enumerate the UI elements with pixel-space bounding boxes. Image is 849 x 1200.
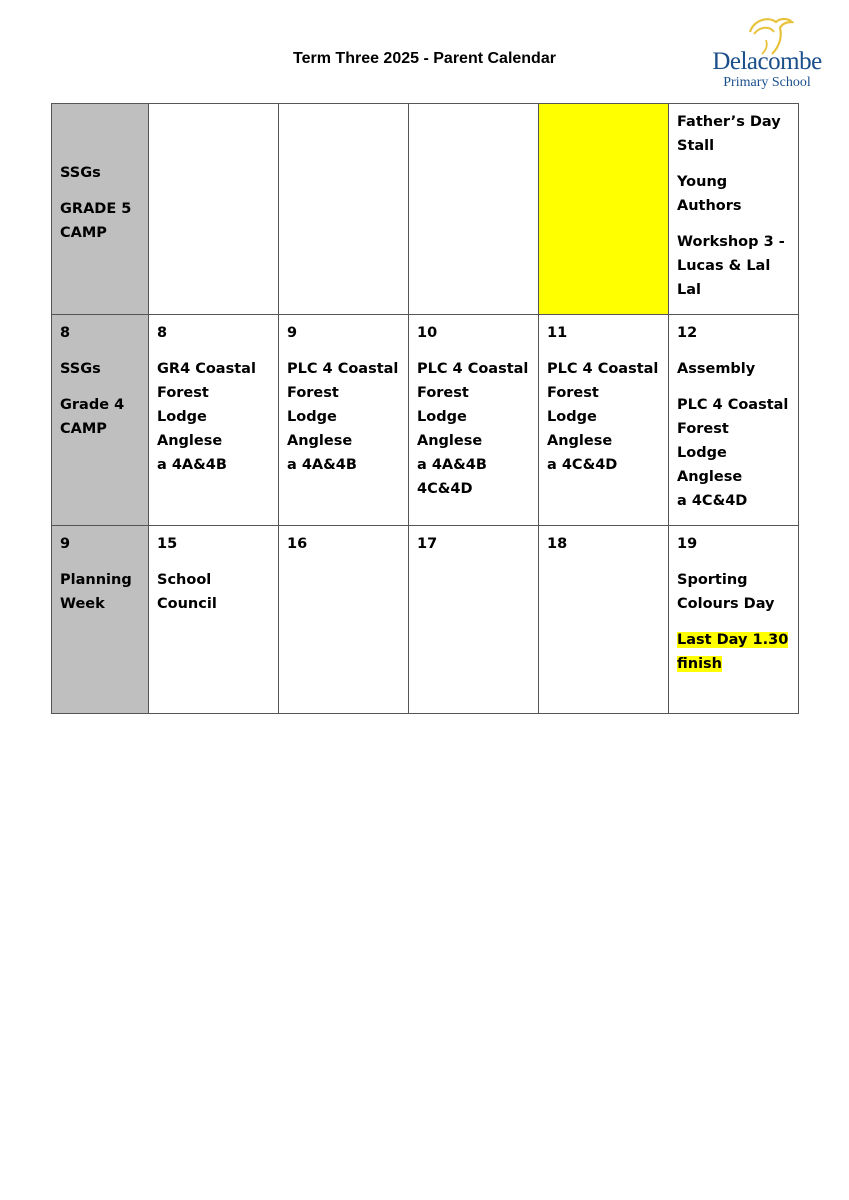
event-text	[287, 357, 400, 477]
calendar-table	[51, 103, 799, 714]
text-line: 15	[157, 536, 178, 552]
day-cell	[669, 526, 799, 714]
date-number	[287, 321, 400, 345]
event-text	[677, 170, 790, 218]
event-text	[60, 357, 140, 381]
text-line: Forest	[547, 385, 599, 401]
date-number	[157, 532, 270, 556]
week-label-cell	[52, 315, 149, 526]
text-line: Sporting	[677, 572, 748, 588]
calendar-row	[52, 526, 799, 714]
text-line: Planning	[60, 572, 132, 588]
text-line: Father’s Day	[677, 114, 781, 130]
text-line: Lucas & Lal	[677, 258, 771, 274]
logo-subtitle: Primary School	[723, 75, 811, 90]
highlighted-day-cell	[539, 104, 669, 315]
day-cell	[279, 315, 409, 526]
text-line: Week	[60, 596, 105, 612]
date-number	[547, 321, 660, 345]
calendar-row	[52, 315, 799, 526]
text-line: a 4A&4B	[157, 457, 227, 473]
text-line: Lodge Anglese	[677, 445, 743, 485]
date-number	[60, 532, 140, 556]
day-cell	[539, 526, 669, 714]
event-text	[677, 110, 790, 158]
text-line: 18	[547, 536, 568, 552]
highlight-mark: Last Day 1.30	[677, 632, 789, 648]
date-number	[417, 321, 530, 345]
text-line: GR4 Coastal	[157, 361, 256, 377]
text-line: PLC 4 Coastal	[677, 397, 789, 413]
text-line: Forest	[157, 385, 209, 401]
text-line: 19	[677, 536, 698, 552]
text-line: a 4C&4D	[677, 493, 748, 509]
day-cell	[409, 526, 539, 714]
text-line: PLC 4 Coastal	[547, 361, 659, 377]
event-text	[417, 357, 530, 501]
text-line: 8	[60, 325, 71, 341]
text-line: SSGs	[60, 361, 101, 377]
text-line: 4C&4D	[417, 481, 473, 497]
text-line: PLC 4 Coastal	[287, 361, 399, 377]
text-line: 9	[287, 325, 298, 341]
text-line: 9	[60, 536, 71, 552]
text-line	[677, 628, 790, 652]
text-line: GRADE 5	[60, 201, 132, 217]
text-line: Forest	[417, 385, 469, 401]
day-cell	[669, 315, 799, 526]
week-label-cell	[52, 526, 149, 714]
text-line: Colours Day	[677, 596, 775, 612]
text-line: a 4A&4B	[287, 457, 357, 473]
text-line: SSGs	[60, 165, 101, 181]
text-line: Assembly	[677, 361, 756, 377]
date-number	[547, 532, 660, 556]
text-line: 12	[677, 325, 698, 341]
day-cell	[409, 315, 539, 526]
text-line: Lodge Anglese	[547, 409, 613, 449]
text-line: Forest	[287, 385, 339, 401]
logo-wordmark: Delacombe	[712, 48, 822, 75]
event-text	[60, 393, 140, 441]
week-label-cell	[52, 104, 149, 315]
text-line: 11	[547, 325, 568, 341]
date-number	[417, 532, 530, 556]
day-cell	[279, 526, 409, 714]
highlighted-event-text	[677, 628, 790, 676]
text-line: School	[157, 572, 212, 588]
event-text	[677, 357, 790, 381]
text-line: Council	[157, 596, 217, 612]
date-number	[677, 532, 790, 556]
text-line: PLC 4 Coastal	[417, 361, 529, 377]
text-line: Lodge Anglese	[417, 409, 483, 449]
text-line	[677, 652, 790, 676]
text-line: Authors	[677, 198, 742, 214]
text-line: 8	[157, 325, 168, 341]
text-line: Forest	[677, 421, 729, 437]
date-number	[287, 532, 400, 556]
school-logo	[708, 14, 826, 106]
highlight-mark: finish	[677, 656, 722, 672]
day-cell	[669, 104, 799, 315]
text-line: Grade 4	[60, 397, 125, 413]
day-cell	[149, 526, 279, 714]
event-text	[157, 568, 270, 616]
day-cell	[149, 104, 279, 315]
text-line: CAMP	[60, 421, 107, 437]
text-line: CAMP	[60, 225, 107, 241]
event-text	[60, 568, 140, 616]
day-cell	[409, 104, 539, 315]
text-line: a 4C&4D	[547, 457, 618, 473]
text-line: Workshop 3 -	[677, 234, 785, 250]
page-title: Term Three 2025 - Parent Calendar	[293, 50, 556, 67]
event-text	[677, 568, 790, 616]
event-text	[157, 357, 270, 477]
day-cell	[149, 315, 279, 526]
text-line: 17	[417, 536, 438, 552]
text-line: Young	[677, 174, 728, 190]
text-line: Lal	[677, 282, 701, 298]
text-line: Lodge Anglese	[287, 409, 353, 449]
day-cell	[279, 104, 409, 315]
day-cell	[539, 315, 669, 526]
calendar-row	[52, 104, 799, 315]
text-line: 10	[417, 325, 438, 341]
text-line: 16	[287, 536, 308, 552]
event-text	[60, 197, 140, 245]
event-text	[677, 230, 790, 302]
date-number	[677, 321, 790, 345]
text-line: Stall	[677, 138, 715, 154]
event-text	[677, 393, 790, 513]
text-line: a 4A&4B	[417, 457, 487, 473]
date-number	[157, 321, 270, 345]
date-number	[60, 321, 140, 345]
event-text	[60, 161, 140, 185]
event-text	[547, 357, 660, 477]
text-line: Lodge Anglese	[157, 409, 223, 449]
